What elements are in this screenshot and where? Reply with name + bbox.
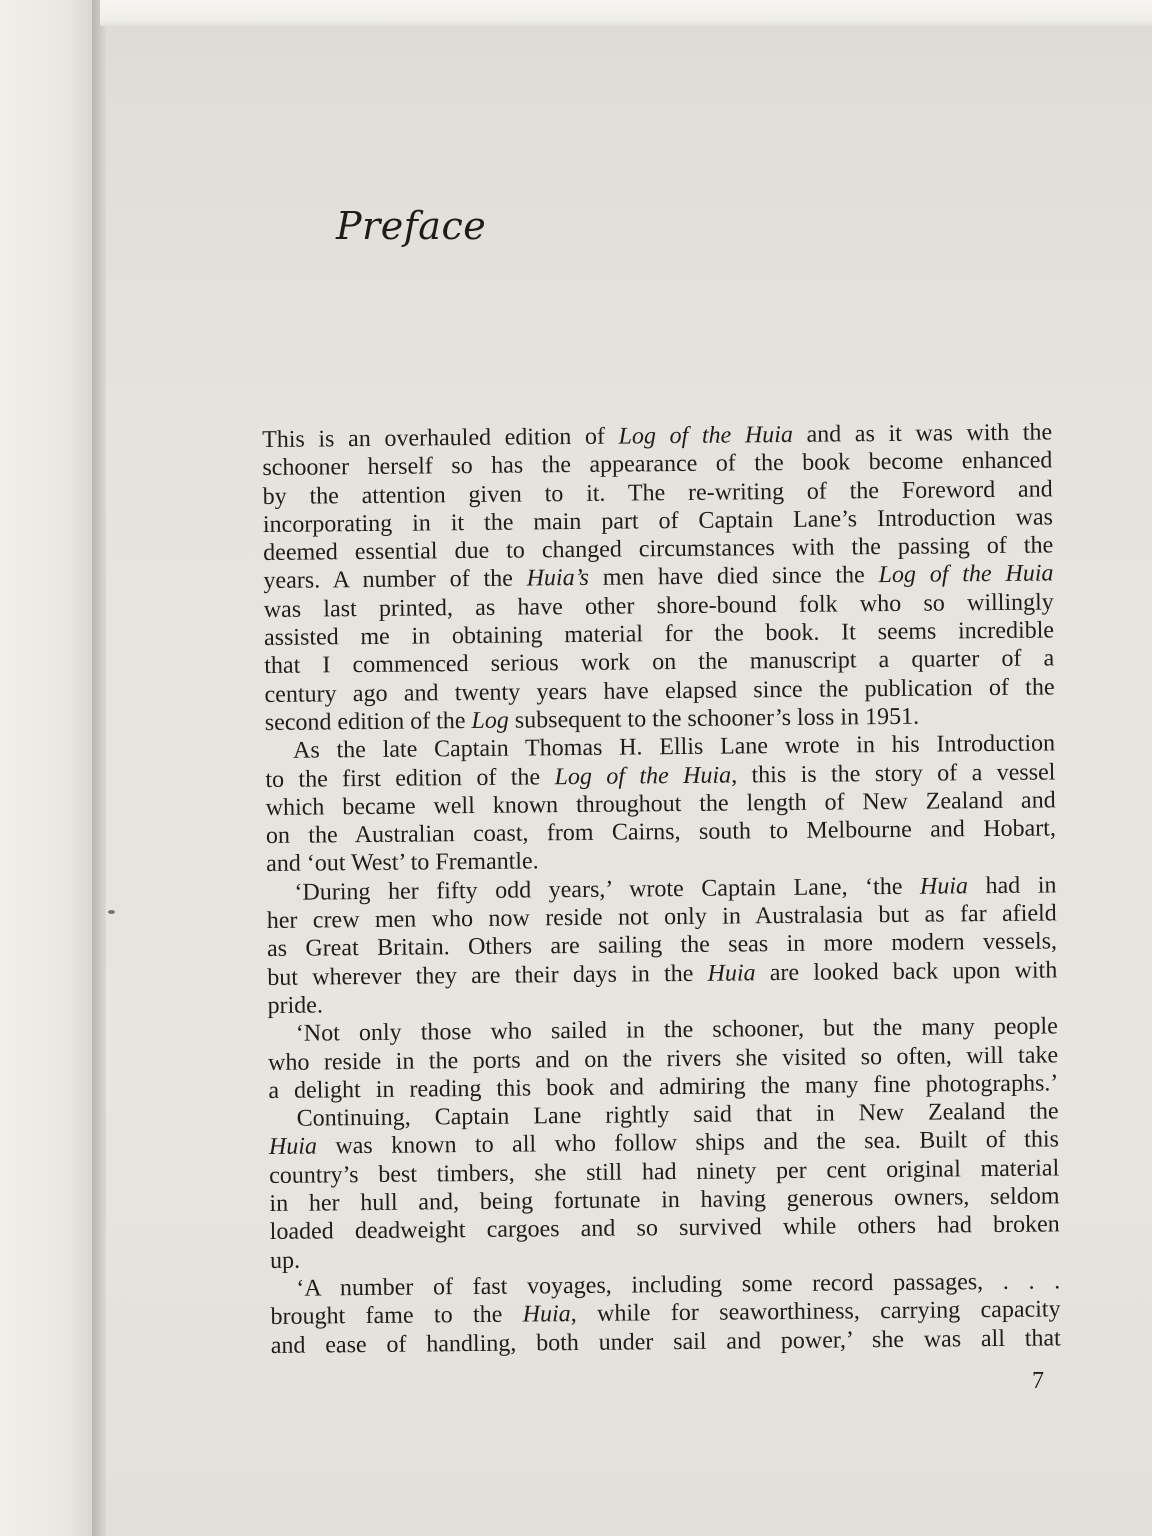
text-line: in her hull and, being fortunate in having generous owners, seldom (269, 1183, 1060, 1217)
text-line: pride. (267, 992, 324, 1019)
text-line: her crew men who now reside not only in Australasia but as far afield (266, 900, 1057, 935)
text-line: loaded deadweight cargoes and so survived while others had broken (269, 1211, 1060, 1246)
text-line: country’s best timbers, she still had ninety per cent original material (269, 1155, 1060, 1189)
page-number: 7 (1032, 1368, 1044, 1394)
text-line: brought fame to the Huia, while for seaworthiness, carrying capacity (270, 1296, 1061, 1331)
page-heading: Preface (336, 204, 487, 248)
text-line: by the attention given to it. The re-writing of the Foreword and (262, 476, 1053, 510)
text-line: incorporating in it the main part of Captain Lane’s Introduction was (262, 504, 1054, 538)
paper-speck (108, 910, 115, 914)
page-top-edge (100, 0, 1152, 26)
text-line: years. A number of the Huia’s men have died since the Log of the Huia (263, 560, 1054, 595)
text-line: Huia was known to all who follow ships and the sea. Built of this (268, 1126, 1060, 1161)
text-line: Continuing, Captain Lane rightly said that in New Zealand the (296, 1098, 1059, 1132)
text-line: and ease of handling, both under sail and power,’ she was all that (270, 1324, 1061, 1359)
text-line: This is an overhauled edition of Log of the Huia and as it was with the (262, 419, 1053, 453)
text-line: who reside in the ports and on the rivers she visited so often, will take (267, 1041, 1059, 1076)
text-line: second edition of the Log subsequent to the schooner’s loss in 1951. (264, 703, 920, 736)
text-line: ‘During her fifty odd years,’ wrote Captain Lane, ‘the Huia had in (294, 872, 1057, 906)
text-line: ‘Not only those who sailed in the schooner, but the many people (295, 1013, 1058, 1047)
text-line: a delight in reading this book and admiring the many fine photographs.’ (268, 1070, 1059, 1104)
text-line: ‘A number of fast voyages, including some record passages, . . . (296, 1268, 1061, 1302)
text-line: but wherever they are their days in the Huia are looked back upon with (267, 957, 1058, 991)
text-line: and ‘out West’ to Fremantle. (266, 848, 539, 878)
text-line: As the late Captain Thomas H. Ellis Lane wrote in his Introduction (292, 730, 1056, 764)
facing-page-edge (0, 0, 96, 1536)
text-line: assisted me in obtaining material for the book. It seems incredible (263, 617, 1055, 652)
text-line: was last printed, as have other shore-bound folk who so willingly (263, 589, 1054, 623)
text-line: century ago and twenty years have elapsed since the publication of the (264, 674, 1055, 708)
text-line: schooner herself so has the appearance of the book become enhanced (262, 447, 1053, 482)
book-gutter (92, 0, 106, 1536)
text-line: up. (269, 1247, 301, 1274)
text-line: which became well known throughout the length of New Zealand and (265, 787, 1056, 821)
preface-text (262, 418, 1061, 1359)
text-line: as Great Britain. Others are sailing the seas in more modern vessels, (266, 928, 1058, 963)
text-line: on the Australian coast, from Cairns, south to Melbourne and Hobart, (265, 815, 1057, 850)
text-line: that I commenced serious work on the manuscript a quarter of a (264, 645, 1055, 680)
text-line: to the first edition of the Log of the Huia, this is the story of a vessel (265, 758, 1056, 793)
text-line: deemed essential due to changed circumstances with the passing of the (263, 532, 1054, 567)
